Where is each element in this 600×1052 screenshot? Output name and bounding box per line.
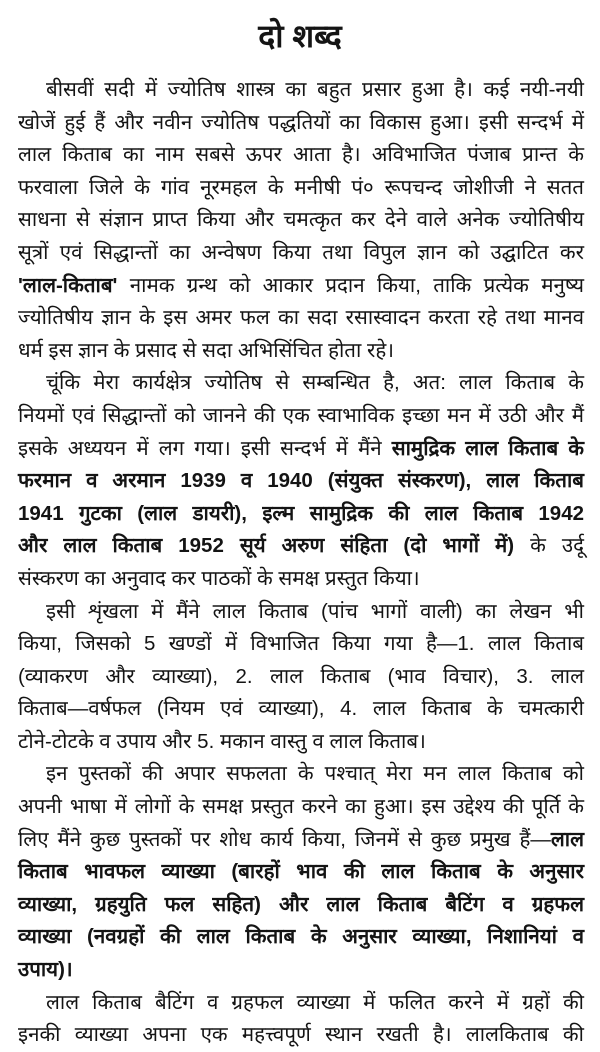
bold-text: व्याख्या (नवग्रहों की लाल किताब के अनुसार व्याख्या, निशानियां व [18, 925, 584, 949]
text: (व्याकरण और व्याख्या), 2. लाल किताब (भाव विचार), 3. लाल [18, 664, 584, 688]
text: लाल किताब बैटिंग व ग्रहफल व्याख्या में फलित करने में ग्रहों की [46, 990, 584, 1014]
text-line [18, 335, 584, 368]
text-line [18, 726, 584, 759]
document-body [18, 74, 584, 1052]
text: धर्म इस ज्ञान के प्रसाद से सदा अभिसिंचित होता रहे। [18, 338, 395, 362]
text-line [18, 758, 584, 791]
text-line [18, 661, 584, 694]
text: इनकी व्याख्या अपना एक महत्त्वपूर्ण स्थान रखती है। लालकिताब की [18, 1023, 584, 1047]
text: नामक ग्रन्थ को आकार प्रदान किया, ताकि प्रत्येक मनुष्य [117, 273, 584, 297]
bold-text: व्याख्या, ग्रहयुति फल सहित) और लाल किताब बैटिंग व ग्रहफल [18, 892, 584, 916]
text: टोने-टोटके व उपाय और 5. मकान वास्तु व लाल किताब। [18, 729, 426, 753]
paragraph [18, 74, 584, 367]
text-line [18, 791, 584, 824]
text-line [18, 563, 584, 596]
text-line [18, 433, 584, 466]
bold-text: उपाय)। [18, 958, 73, 982]
bold-text: 'लाल-किताब' [18, 273, 118, 297]
text-line [18, 693, 584, 726]
text-line [18, 1019, 584, 1052]
text: के उर्दू [514, 534, 584, 558]
bold-text: 1941 गुटका (लाल डायरी), इल्म सामुद्रिक की लाल किताब 1942 [18, 501, 584, 525]
paragraph [18, 987, 584, 1052]
page-title: दो शब्द [258, 18, 342, 54]
text: नियमों एवं सिद्धान्तों को जानने की एक स्वाभाविक इच्छा मन में उठी और मैं [18, 403, 584, 427]
text-line [18, 74, 584, 107]
bold-text: फरमान व अरमान 1939 व 1940 (संयुक्त संस्करण), लाल किताब [18, 469, 584, 493]
bold-text: और लाल किताब 1952 सूर्य अरुण संहिता (दो भागों में) [18, 534, 515, 558]
text-line [18, 498, 584, 531]
text-line [18, 204, 584, 237]
text-line [18, 889, 584, 922]
text: इसी शृंखला में मैंने लाल किताब (पांच भागों वाली) का लेखन भी [46, 599, 584, 623]
text-line [18, 465, 584, 498]
paragraph [18, 367, 584, 595]
text-line [18, 172, 584, 205]
text-line [18, 856, 584, 889]
text-line [18, 139, 584, 172]
text: ज्योतिषीय ज्ञान के इस अमर फल का सदा रसास्वादन करता रहे तथा मानव [18, 306, 584, 330]
bold-text: लाल [550, 827, 584, 851]
text: किया, जिसको 5 खण्डों में विभाजित किया गया है—1. लाल किताब [18, 632, 584, 656]
text-line [18, 987, 584, 1020]
text-line [18, 596, 584, 629]
bold-text: सामुद्रिक लाल किताब के [391, 436, 584, 460]
text: साधना से संज्ञान प्राप्त किया और चमत्कृत कर देने वाले अनेक ज्योतिषीय [18, 208, 584, 232]
text: इसके अध्ययन में लग गया। इसी सन्दर्भ में मैंने [18, 436, 392, 460]
text: सूत्रों एवं सिद्धान्तों का अन्वेषण किया तथा विपुल ज्ञान को उद्घाटित कर [18, 240, 584, 264]
text: इन पुस्तकों की अपार सफलता के पश्चात् मेरा मन लाल किताब को [46, 762, 584, 786]
text-line [18, 628, 584, 661]
text: बीसवीं सदी में ज्योतिष शास्त्र का बहुत प्रसार हुआ है। कई नयी-नयी [46, 78, 584, 101]
text-line [18, 367, 584, 400]
text-line [18, 824, 584, 857]
text-line [18, 954, 584, 987]
text-line [18, 107, 584, 140]
text-line [18, 270, 584, 303]
text: फरवाला जिले के गांव नूरमहल के मनीषी पं० रूपचन्द जोशीजी ने सतत [18, 175, 584, 199]
text: चूंकि मेरा कार्यक्षेत्र ज्योतिष से सम्बन्धित है, अत: लाल किताब के [46, 371, 584, 395]
bold-text: किताब भावफल व्याख्या (बारहों भाव की लाल किताब के अनुसार [18, 860, 584, 884]
text: लिए मैंने कुछ पुस्तकों पर शोध कार्य किया, जिनमें से कुछ प्रमुख हैं— [18, 827, 551, 851]
text: संस्करण का अनुवाद कर पाठकों के समक्ष प्रस्तुत किया। [18, 566, 420, 590]
text-line [18, 237, 584, 270]
text: लाल किताब का नाम सबसे ऊपर आता है। अविभाजित पंजाब प्रान्त के [18, 143, 584, 167]
text-line [18, 530, 584, 563]
text: खोजें हुई हैं और नवीन ज्योतिष पद्धतियों का विकास हुआ। इसी सन्दर्भ में [18, 110, 584, 134]
paragraph [18, 758, 584, 986]
text: किताब—वर्षफल (नियम एवं व्याख्या), 4. लाल किताब के चमत्कारी [18, 697, 584, 721]
text-line [18, 302, 584, 335]
text-line [18, 921, 584, 954]
text-line [18, 400, 584, 433]
text: अपनी भाषा में लोगों के समक्ष प्रस्तुत करने का हुआ। इस उद्देश्य की पूर्ति के [18, 795, 584, 819]
paragraph [18, 596, 584, 759]
